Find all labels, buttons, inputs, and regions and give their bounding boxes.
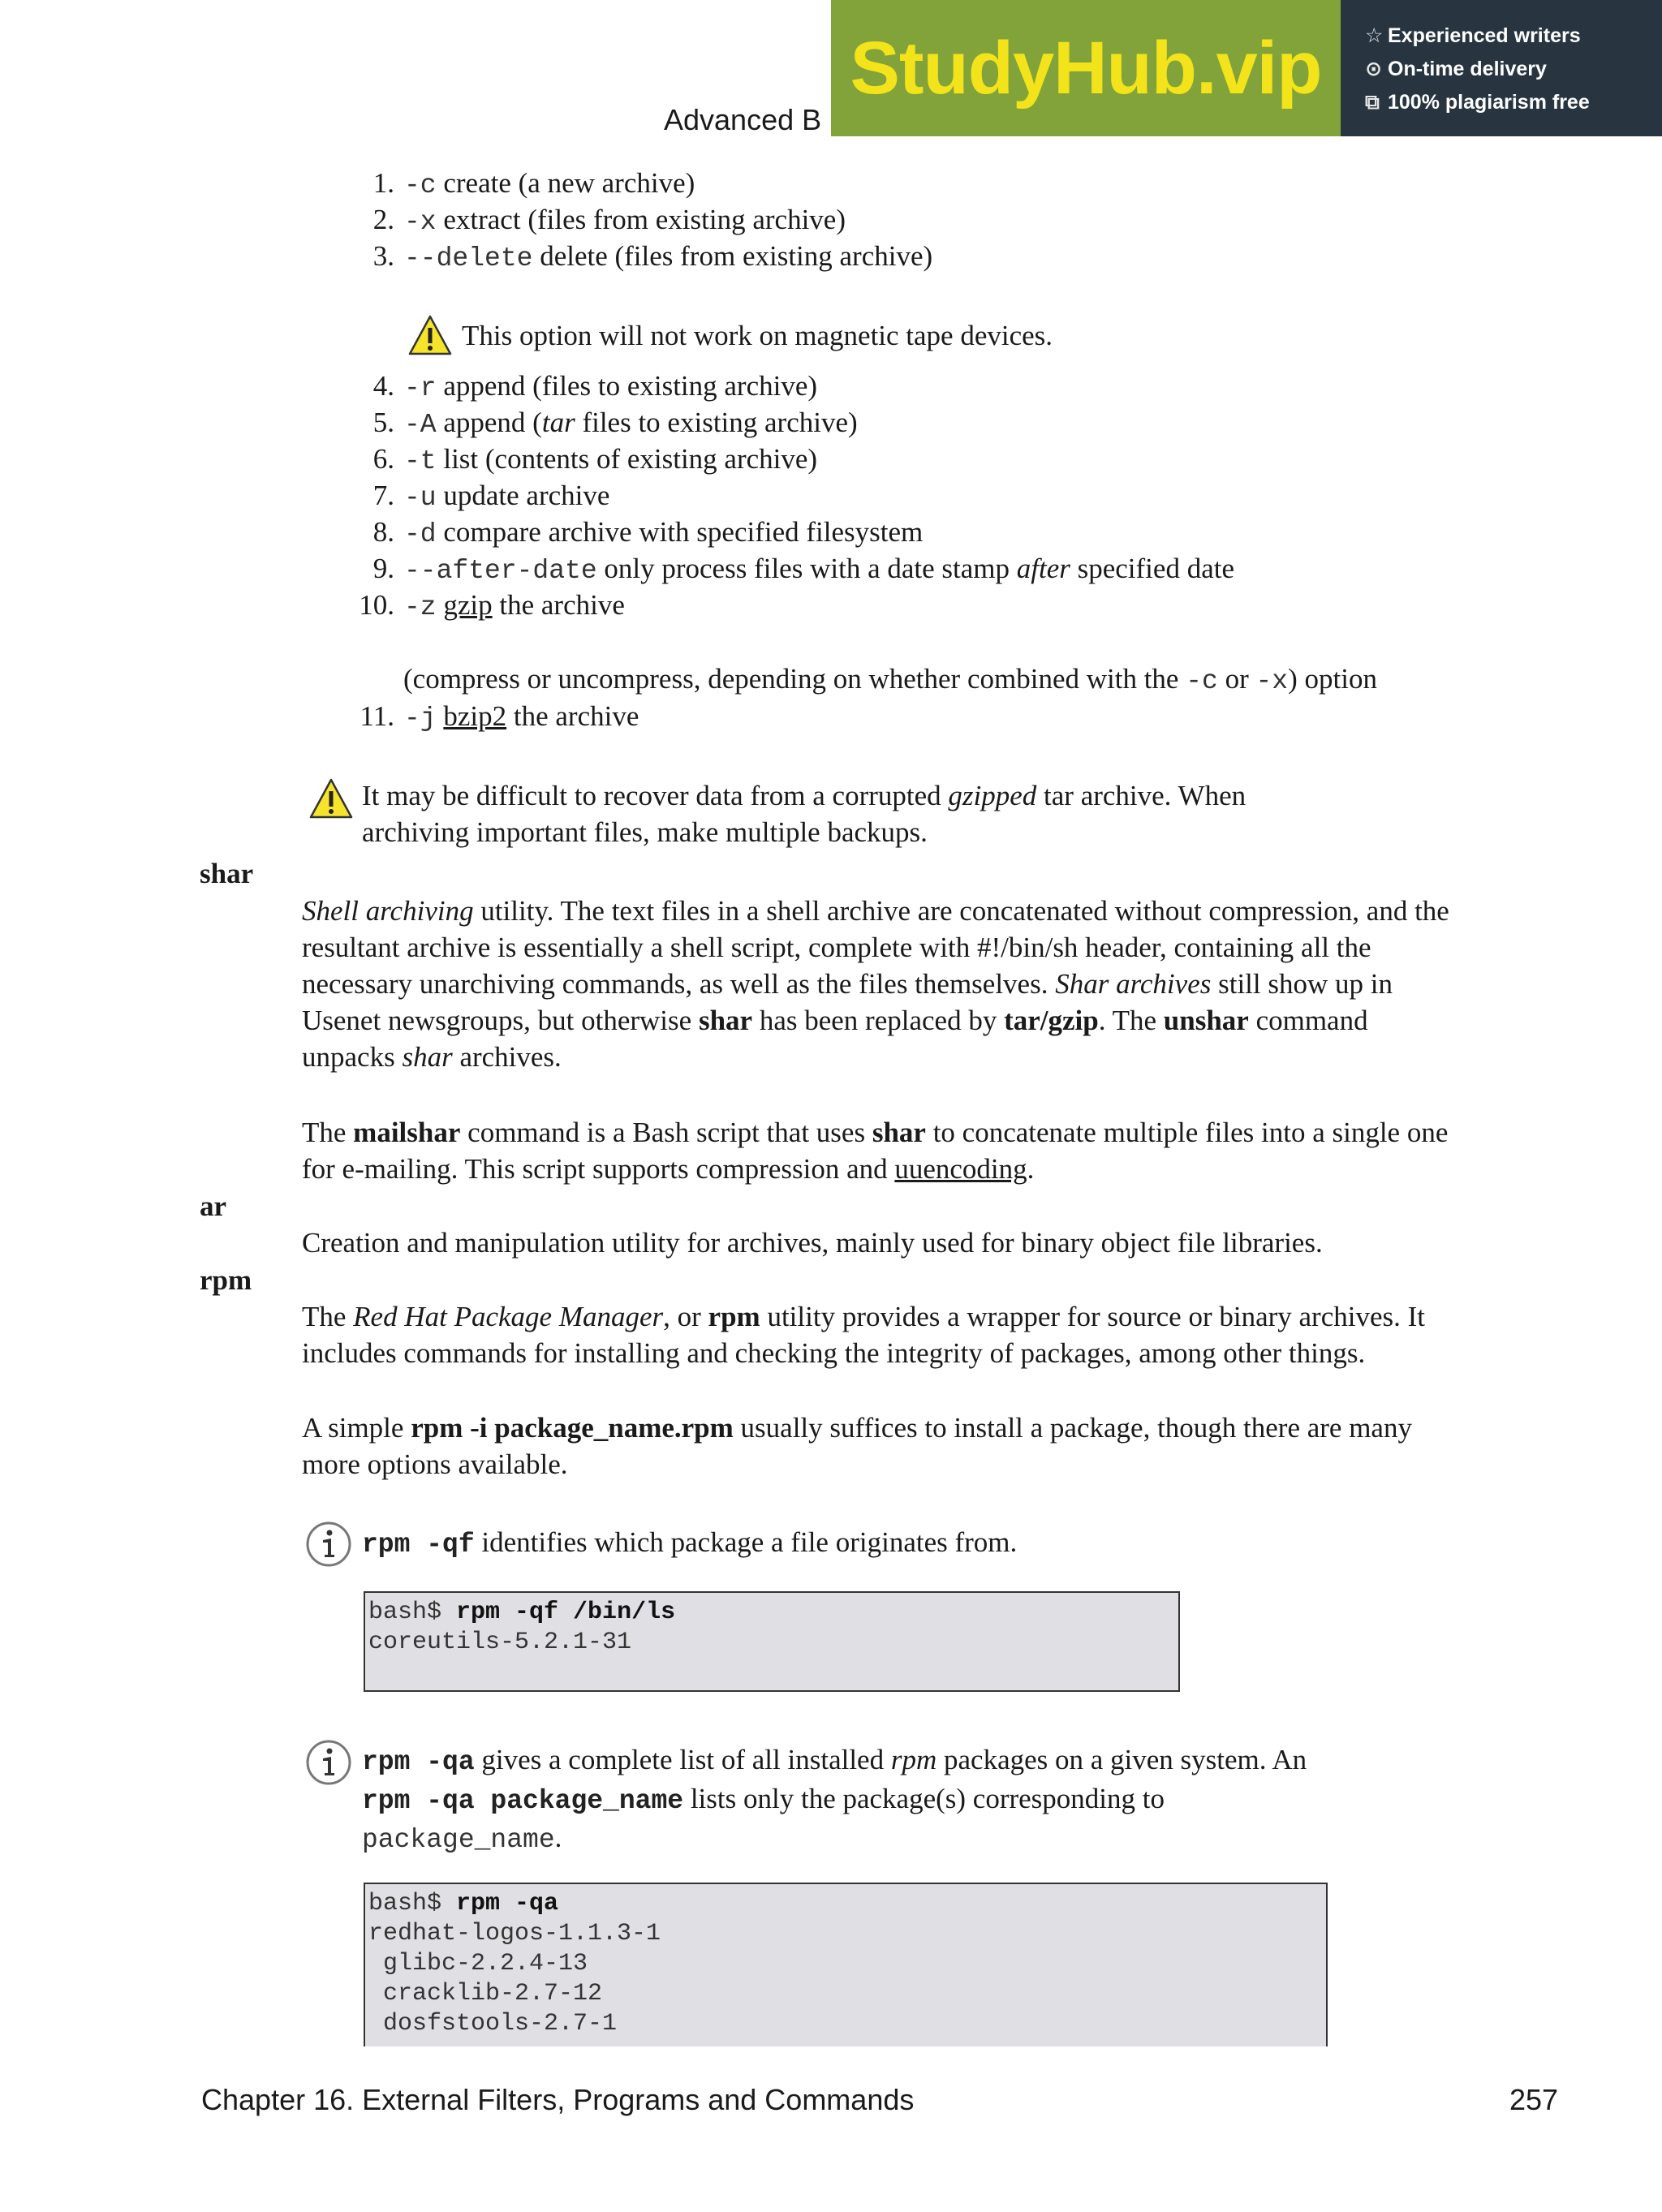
clock-icon: ⊙ [1365, 58, 1382, 80]
copy-icon: ⧉ [1365, 91, 1380, 114]
banner-logo-area[interactable] [831, 0, 1341, 136]
list-item: 7. -u update archive [372, 480, 610, 513]
tip-rpm-qf: rpm -qf identifies which package a file originates from. [362, 1526, 1018, 1560]
term-ar: ar [200, 1190, 227, 1222]
badge-ontime: ⊙ On-time delivery [1365, 53, 1662, 86]
info-icon [305, 1521, 352, 1568]
ar-description: Creation and manipulation utility for archives, mainly used for binary object file libraries. [302, 1227, 1323, 1259]
list-item: 5. -A append (tar files to existing archive) [372, 407, 858, 440]
bzip2-link[interactable]: bzip2 [443, 700, 507, 732]
code-block-rpm-qf: bash$ rpm -qf /bin/ls coreutils-5.2.1-31 [364, 1591, 1180, 1692]
shar-description: Shell archiving utility. The text files in a shell archive are concatenated without compression, and the resultant archive is essentially a shell script, complete with #!/bin/sh header, containing all the necessary unarchiving commands, as well as the files themselves. Shar archives still show up in Usenet newsgroups, but otherwise shar has been replaced by tar/gzip. The unshar command unpacks shar archives. [302, 895, 1449, 1073]
warning-icon [407, 314, 453, 356]
list-item: 3. --delete delete (files from existing archive) [372, 240, 933, 273]
studyhub-banner[interactable] [831, 0, 1662, 136]
badge-experienced: ☆ Experienced writers [1365, 19, 1662, 53]
list-item: 1. -c create (a new archive) [372, 167, 695, 200]
warning-icon [308, 777, 354, 820]
info-icon [305, 1739, 352, 1786]
banner-logo[interactable]: StudyHub.vip [850, 26, 1322, 110]
list-item: 2. -x extract (files from existing archive) [372, 204, 846, 237]
footer-page-number: 257 [1509, 2083, 1559, 2116]
delete-note: This option will not work on magnetic tape devices. [462, 320, 1053, 351]
badge-plagiarism: ⧉ 100% plagiarism free [1365, 86, 1662, 119]
code-block-rpm-qa: bash$ rpm -qa redhat-logos-1.1.3-1 glibc-2.2.4-13 cracklib-2.7-12 dosfstools-2.7-1 [364, 1883, 1328, 2046]
uuencoding-link[interactable]: uuencoding [894, 1153, 1027, 1185]
list-item: 10. -z gzip the archive [359, 589, 625, 622]
rpm-install-description: A simple rpm -i package_name.rpm usually suffices to install a package, though there are many more options available. [302, 1412, 1412, 1480]
term-rpm: rpm [200, 1264, 252, 1296]
list-item: 9. --after-date only process files with a date stamp after specified date [372, 553, 1234, 586]
tip-rpm-qa: rpm -qa gives a complete list of all installed rpm packages on a given system. An rpm -qa package_name lists only the package(s) corresponding to package_name. [362, 1744, 1307, 1855]
running-header-title: Advanced B [664, 103, 822, 136]
mailshar-description: The mailshar command is a Bash script that uses shar to concatenate multiple files into a single one for e-mailing. This script supports compression and uuencoding. [302, 1117, 1449, 1185]
term-shar: shar [200, 858, 254, 889]
rpm-description: The Red Hat Package Manager, or rpm utility provides a wrapper for source or binary archives. It includes commands for installing and checking the integrity of packages, among other things. [302, 1301, 1426, 1369]
running-header [664, 102, 821, 138]
list-item: 6. -t list (contents of existing archive) [372, 443, 818, 476]
list-item: 4. -r append (files to existing archive) [372, 370, 818, 403]
gzip-link[interactable]: gzip [443, 589, 493, 621]
list-item: 8. -d compare archive with specified filesystem [372, 516, 924, 549]
banner-badges [1341, 0, 1662, 136]
footer-chapter: Chapter 16. External Filters, Programs and Commands [201, 2083, 915, 2116]
gzip-note: (compress or uncompress, depending on whether combined with the -c or -x) option [403, 663, 1377, 696]
star-icon: ☆ [1365, 24, 1384, 47]
gzip-warning: It may be difficult to recover data from a corrupted gzipped tar archive. When archiving important files, make multiple backups. [362, 780, 1246, 848]
list-item: 11. -j bzip2 the archive [360, 700, 639, 734]
